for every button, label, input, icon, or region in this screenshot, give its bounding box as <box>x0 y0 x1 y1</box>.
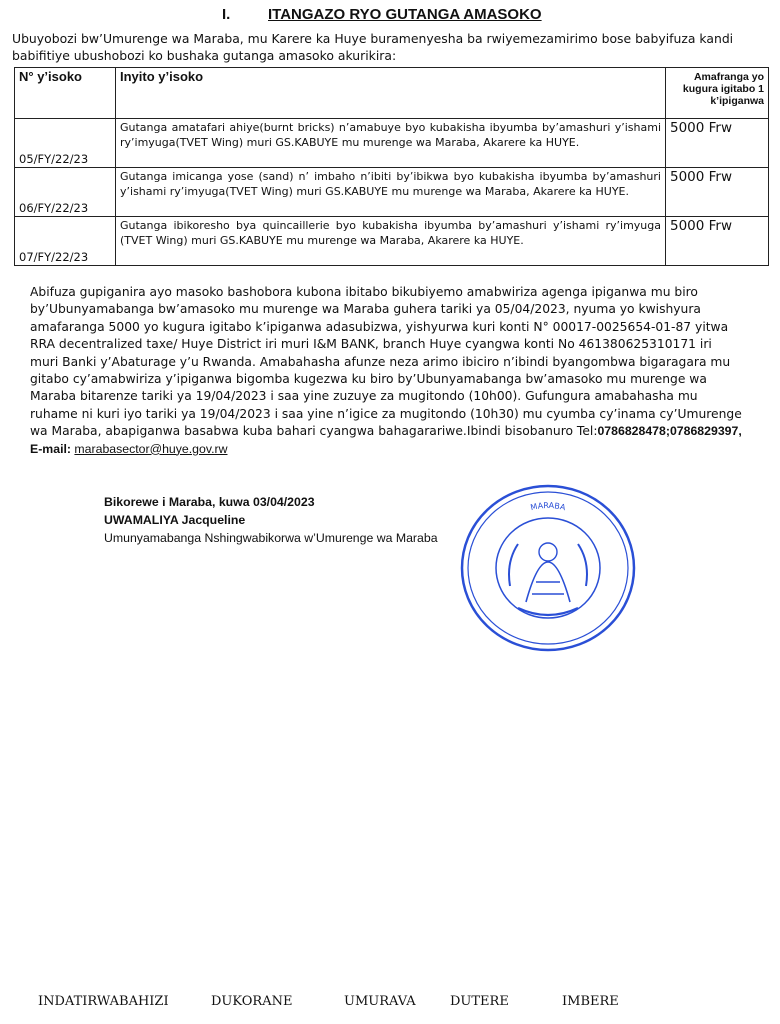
table-row <box>15 217 769 266</box>
official-stamp <box>458 482 638 654</box>
col-price: Amafranga yo kugura igitabo 1 k’ipiganwa <box>666 68 769 119</box>
motto-word: IMBERE <box>562 994 619 1009</box>
signature-place-date: Bikorewe i Maraba, kuwa 03/04/2023 <box>104 495 315 509</box>
phone-numbers: 0786828478;0786829397 <box>597 424 739 439</box>
motto-word: INDATIRWABAHIZI <box>38 994 169 1009</box>
tender-description: Gutanga ibikoresho bya quincaillerie byo kubakisha ibyumba by’amashuri y’ishami ry’imyuga (TVET Wing) muri GS.KABUYE mu murenge wa Maraba, Akarere ka HUYE. <box>116 217 666 266</box>
body-text: Abifuza gupiganira ayo masoko bashobora kubona ibitabo bikubiyemo amabwiriza agenga ipiganwa mu biro by’Ubunyamabanga bw’amasoko mu murenge wa Maraba guhera tariki ya 05/04/2023, nyuma yo kwishyura amafaranga 5000 yo kugura igitabo k’ipiganwa adasubizwa, yishyurwa kuri konti N° 00017-0025654-01-87 yitwa RRA decentralized taxe/ Huye District iri muri I&M BANK, branch Huye cyangwa konti No 461380625310171 iri muri Banki y’Abaturage y’u Rwanda. Amabahasha afunze neza arimo ibiciro n’ibindi byangombwa bigaragara mu gitabo cy’amabwiriza y’ipiganwa bigomba kugezwa ku biro by’Ubunyamabanga bw’amasoko mu murenge wa Maraba bitarenze tariki ya 19/04/2023 i saa yine zuzuye za mugitondo (10h00). Gufungura amabahasha mu ruhame ni kuri iyo tariki ya 19/04/2023 i saa yine n’igice za mugitondo (10h30) mu cyumba cy’inama cy’Umurenge wa Maraba, abapiganwa basabwa kuba bahari cyangwa bahagarariwe.Ibindi bisobanuro Tel: <box>30 285 742 439</box>
signatory-name: UWAMALIYA Jacqueline <box>104 513 246 527</box>
motto-word: DUTERE <box>450 994 509 1009</box>
col-number: N° y’isoko <box>15 68 116 119</box>
motto-word: UMURAVA <box>344 994 416 1009</box>
notice-title: ITANGAZO RYO GUTANGA AMASOKO <box>268 6 542 23</box>
tender-price: 5000 Frw <box>666 119 769 168</box>
table-row <box>15 119 769 168</box>
email-label: , E-mail: <box>30 424 742 456</box>
tenders-table <box>14 67 769 266</box>
col-description: Inyito y’isoko <box>116 68 666 119</box>
svg-text:MARABA <box>530 501 567 512</box>
tender-price: 5000 Frw <box>666 168 769 217</box>
motto-word: DUKORANE <box>211 994 293 1009</box>
tender-description: Gutanga imicanga yose (sand) n’ imbaho n’ibiti by’ibikwa byo kubakisha ibyumba by’amashuri y’ishami ry’imyuga(TVET Wing) muri GS.KABUYE mu murenge wa Maraba, Akarere ka HUYE. <box>116 168 666 217</box>
intro-paragraph: Ubuyobozi bw’Umurenge wa Maraba, mu Karere ka Huye buramenyesha ba rwiyemezamirimo bose babyifuza kandi babifitiye ubushobozi ko bushaka gutanga amasoko akurikira: <box>12 31 734 63</box>
stamp-text: MARABA <box>529 500 567 513</box>
tender-price: 5000 Frw <box>666 217 769 266</box>
body-paragraph <box>30 284 742 458</box>
section-number: I. <box>222 6 231 23</box>
tender-description: Gutanga amatafari ahiye(burnt bricks) n’amabuye byo kubakisha ibyumba by’amashuri y’ishami ry’imyuga(TVET Wing) muri GS.KABUYE mu murenge wa Maraba, Akarere ka HUYE. <box>116 119 666 168</box>
email-link[interactable]: marabasector@huye.gov.rw <box>74 441 228 456</box>
tender-number: 05/FY/22/23 <box>15 119 116 168</box>
table-row <box>15 168 769 217</box>
tender-number: 06/FY/22/23 <box>15 168 116 217</box>
tender-number: 07/FY/22/23 <box>15 217 116 266</box>
signatory-role: Umunyamabanga Nshingwabikorwa w’Umurenge wa Maraba <box>104 531 438 545</box>
table-header-row <box>15 68 769 119</box>
